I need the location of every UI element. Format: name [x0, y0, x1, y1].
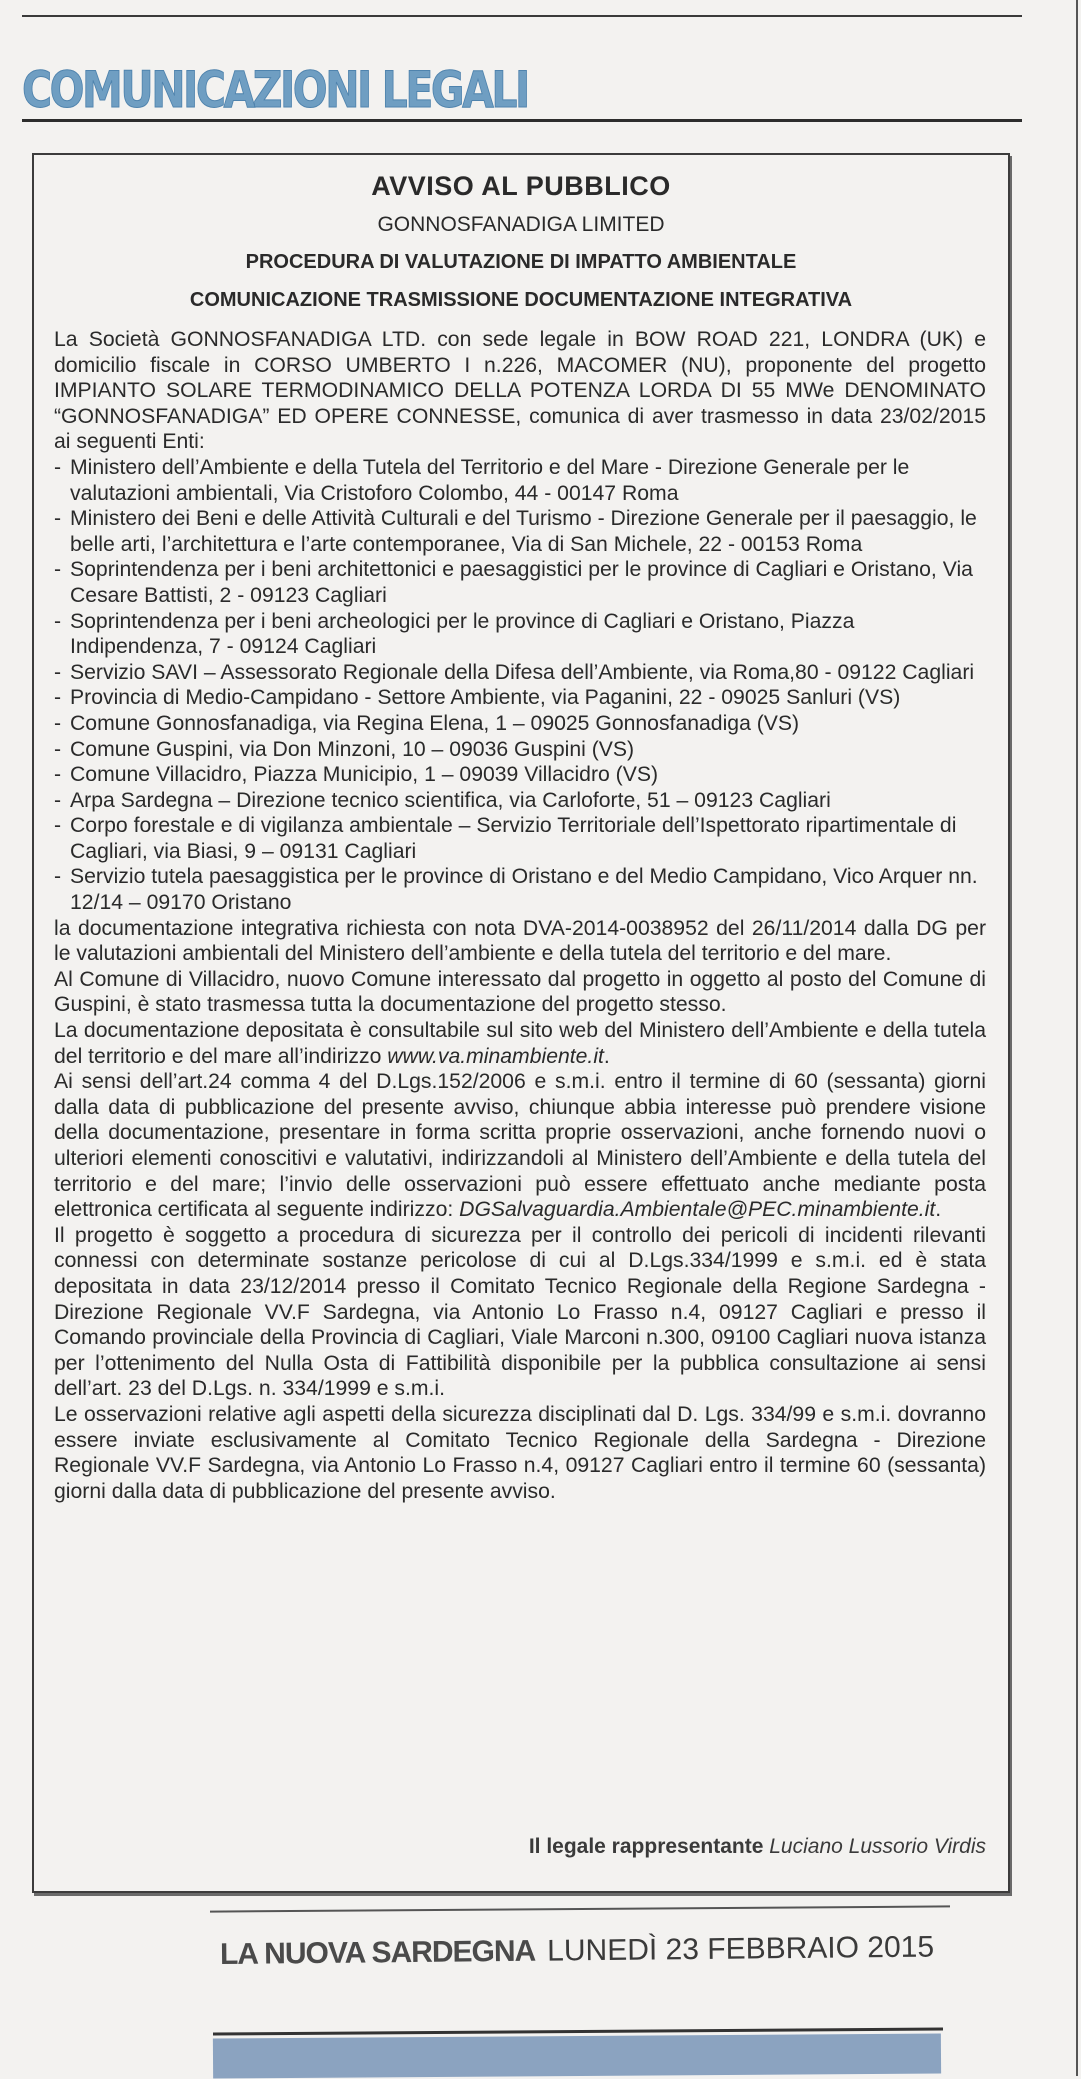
recipient-text: Corpo forestale e di vigilanza ambientale – Servizio Territoriale dell’Ispettorato ripartimentale di Cagliari, via Biasi, 9 – 09131 Cagliari [70, 814, 957, 863]
bullet-dash: - [54, 507, 62, 531]
recipient-item [54, 813, 986, 864]
communication-heading: COMUNICAZIONE TRASMISSIONE DOCUMENTAZIONE INTEGRATIVA [189, 289, 853, 311]
intro-paragraph: La Società GONNOSFANADIGA LTD. con sede legale in BOW ROAD 221, LONDRA (UK) e domicilio fiscale in CORSO UMBERTO I n.226, MACOMER (NU), proponente del progetto IMPIANTO SOLARE TERMODINAMICO DELLA POTENZA LORDA DI 55 MWe DENOMINATO “GONNOSFANADIGA” ED OPERE CONNESSE, comunica di aver trasmesso in data 23/02/2015 ai seguenti Enti: [54, 328, 986, 454]
consultation-paragraph [54, 1018, 986, 1069]
recipient-text: Servizio SAVI – Assessorato Regionale della Difesa dell’Ambiente, via Roma,80 - 09122 Cagliari [70, 660, 975, 684]
bullet-dash: - [54, 711, 62, 735]
recipient-item [54, 737, 986, 763]
recipient-text: Ministero dell’Ambiente e della Tutela del Territorio e del Mare - Direzione Generale per le valutazioni ambientali, Via Cristoforo Colombo, 44 - 00147 Roma [70, 455, 910, 505]
bullet-dash: - [54, 788, 62, 812]
recipient-text: Comune Villacidro, Piazza Municipio, 1 – 09039 Villacidro (VS) [70, 763, 659, 787]
period: . [603, 1044, 610, 1068]
recipient-item [54, 788, 986, 814]
recipient-item [54, 557, 986, 608]
consultation-text: La documentazione depositata è consultabile sul sito web del Ministero dell’Ambiente e della tutela del territorio e del mare all’indirizzo [54, 1019, 986, 1068]
signature-role: Il legale rappresentante [528, 1835, 770, 1858]
newspaper-masthead [220, 1931, 934, 1972]
notice-body [54, 327, 986, 1504]
recipient-text: Soprintendenza per i beni archeologici per le province di Cagliari e Oristano, Piazza Indipendenza, 7 - 09124 Cagliari [70, 609, 855, 659]
recipient-item [54, 711, 986, 737]
recipients-list [54, 455, 986, 916]
recipient-text: Arpa Sardegna – Direzione tecnico scientifica, via Carloforte, 51 – 09123 Cagliari [70, 788, 831, 812]
legal-notice-box [32, 153, 1010, 1893]
period: . [935, 1198, 942, 1222]
top-rule [22, 15, 1022, 17]
recipient-item [54, 660, 986, 686]
recipient-item [54, 762, 986, 788]
bullet-dash: - [54, 609, 62, 633]
recipient-item [54, 609, 986, 660]
section-title-rule [22, 119, 1022, 122]
bullet-dash: - [54, 763, 62, 787]
recipient-text: Servizio tutela paesaggistica per le province di Oristano e del Medio Campidano, Vico Arquer nn. 12/14 – 09170 Oristano [70, 865, 978, 915]
procedure-heading: PROCEDURA DI VALUTAZIONE DI IMPATTO AMBIENTALE [245, 251, 797, 273]
bullet-dash: - [54, 865, 62, 889]
safety-procedure-paragraph: Il progetto è soggetto a procedura di sicurezza per il controllo dei pericoli di incidenti rilevanti connessi con determinate sostanze pericolose di cui al D.Lgs.334/1999 e s.m.i. ed è stata depositata in data 23/12/2014 presso il Comitato Tecnico Regionale della Regione Sardegna - Direzione Regionale VV.F Sardegna, via Antonio Lo Frasso n.4, 09127 Cagliari e presso il Comando provinciale della Provincia di Cagliari, Viale Marconi n.300, 09100 Cagliari nuova istanza per l’ottenimento del Nulla Osta di Fattibilità disponibile per la pubblica consultazione ai sensi dell’art. 23 del D.Lgs. n. 334/1999 e s.m.i. [54, 1223, 986, 1401]
bullet-dash: - [54, 455, 62, 479]
recipient-text: Provincia di Medio-Campidano - Settore Ambiente, via Paganini, 22 - 09025 Sanluri (VS) [70, 686, 901, 710]
bullet-dash: - [54, 737, 62, 761]
documentation-paragraph: la documentazione integrativa richiesta con nota DVA-2014-0038952 del 26/11/2014 dalla DG per le valutazioni ambientali del Ministero dell’ambiente e della tutela del territorio e del mare. [54, 916, 986, 966]
bullet-dash: - [54, 814, 62, 838]
recipient-text: Comune Guspini, via Don Minzoni, 10 – 09036 Guspini (VS) [70, 737, 635, 761]
recipient-item [54, 864, 986, 915]
recipient-text: Comune Gonnosfanadiga, via Regina Elena, 1 – 09025 Gonnosfanadiga (VS) [70, 711, 800, 735]
observations-paragraph [54, 1069, 986, 1223]
pec-email-link[interactable]: DGSalvaguardia.Ambientale@PEC.minambiente.it [459, 1198, 936, 1222]
bullet-dash: - [54, 660, 62, 684]
villacidro-paragraph: Al Comune di Villacidro, nuovo Comune interessato dal progetto in oggetto al posto del Comune di Guspini, è stato trasmessa tutta la documentazione del progetto stesso. [54, 967, 986, 1017]
newspaper-name: LA NUOVA SARDEGNA [219, 1934, 536, 1971]
publication-date: LUNEDÌ 23 FEBBRAIO 2015 [547, 1930, 935, 1968]
recipient-item [54, 685, 986, 711]
footer-rule-top [210, 1905, 950, 1912]
safety-observations-paragraph: Le osservazioni relative agli aspetti della sicurezza disciplinati dal D. Lgs. 334/99 e s.m.i. dovranno essere inviate esclusivamente al Comitato Tecnico Regionale della Sardegna - Direzione Regionale VV.F Sardegna, via Antonio Lo Frasso n.4, 09127 Cagliari entro il termine 60 (sessanta) giorni dalla data di pubblicazione del presente avviso. [54, 1402, 986, 1503]
signature-name: Luciano Lussorio Virdis [769, 1835, 986, 1858]
page-edge-line [1076, 0, 1078, 2076]
footer-color-band [213, 2033, 941, 2078]
company-name: GONNOSFANADIGA LIMITED [377, 213, 665, 236]
recipient-item [54, 506, 986, 557]
recipient-text: Ministero dei Beni e delle Attività Culturali e del Turismo - Direzione Generale per il paesaggio, le belle arti, l’architettura e l’arte contemporanee, Via di San Michele, 22 - 00153 Roma [70, 507, 977, 556]
section-title: COMUNICAZIONI LEGALI [22, 61, 528, 119]
observations-text: Ai sensi dell’art.24 comma 4 del D.Lgs.152/2006 e s.m.i. entro il termine di 60 (sessanta) giorni dalla data di pubblicazione del presente avviso, chiunque abbia interesse può prendere visione della documentazione, presentare in forma scritta proprie osservazioni, anche fornendo nuovi o ulteriori elementi conoscitivi e valutativi, indirizzandoli al Ministero dell’Ambiente e della tutela del territorio e del mare; l’invio delle osservazioni può essere effettuato anche mediante posta elettronica certificata al seguente indirizzo: [54, 1070, 986, 1222]
bullet-dash: - [54, 558, 62, 582]
notice-title: AVVISO AL PUBBLICO [371, 171, 671, 201]
recipient-item [54, 455, 986, 506]
ministry-website-link[interactable]: www.va.minambiente.it [387, 1044, 604, 1068]
signature [529, 1835, 986, 1859]
recipient-text: Soprintendenza per i beni architettonici e paesaggistici per le province di Cagliari e Oristano, Via Cesare Battisti, 2 - 09123 Cagliari [70, 558, 973, 607]
bullet-dash: - [54, 686, 62, 710]
